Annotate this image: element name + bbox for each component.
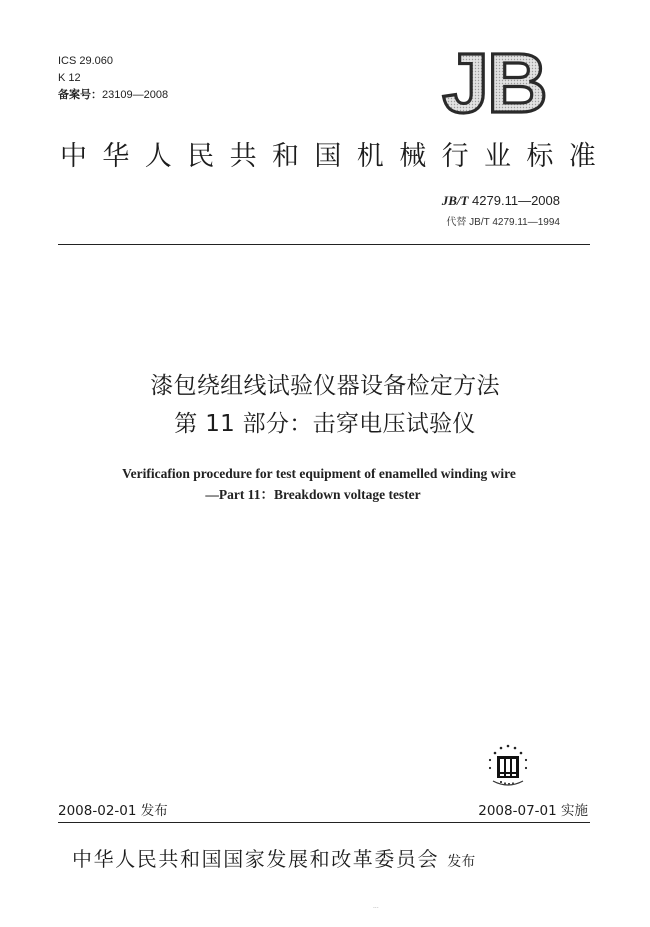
jb-logo-text: JB	[442, 46, 546, 120]
ics-code: ICS 29.060	[58, 55, 114, 67]
standard-prefix: JB/T	[441, 193, 469, 208]
replaces-standard: 代替 JB/T 4279.11—1994	[446, 217, 560, 228]
ccs-code: K 12	[58, 72, 81, 84]
standard-number: 4279.11—2008	[468, 193, 560, 208]
issuing-authority	[72, 843, 475, 872]
jb-logo	[432, 46, 556, 120]
bottom-divider	[58, 822, 590, 823]
title-cn-line1: 漆包绕组线试验仪器设备检定方法	[150, 373, 500, 399]
record-number	[58, 89, 168, 102]
record-label: 备案号：	[58, 89, 102, 101]
issuer-name: 中华人民共和国国家发展和改革委员会	[72, 847, 440, 871]
top-divider	[58, 244, 590, 245]
issue-date: 2008-02-01 发布	[58, 803, 168, 819]
implementation-date: 2008-07-01 实施	[478, 803, 588, 819]
standard-code	[442, 193, 560, 209]
title-cn-line2: 第 11 部分：击穿电压试验仪	[174, 411, 476, 437]
title-en-line1: Verificafion procedure for test equipment of enamelled winding wire	[122, 466, 516, 481]
standard-series-title: 中华人民共和国机械行业标准	[60, 141, 612, 172]
scan-speck: ...	[373, 903, 379, 910]
issuer-suffix: 发布	[447, 854, 476, 870]
press-emblem-icon	[481, 743, 533, 789]
title-en-line2: —Part 11：Breakdown voltage tester	[205, 487, 421, 502]
record-value: 23109—2008	[102, 89, 169, 101]
